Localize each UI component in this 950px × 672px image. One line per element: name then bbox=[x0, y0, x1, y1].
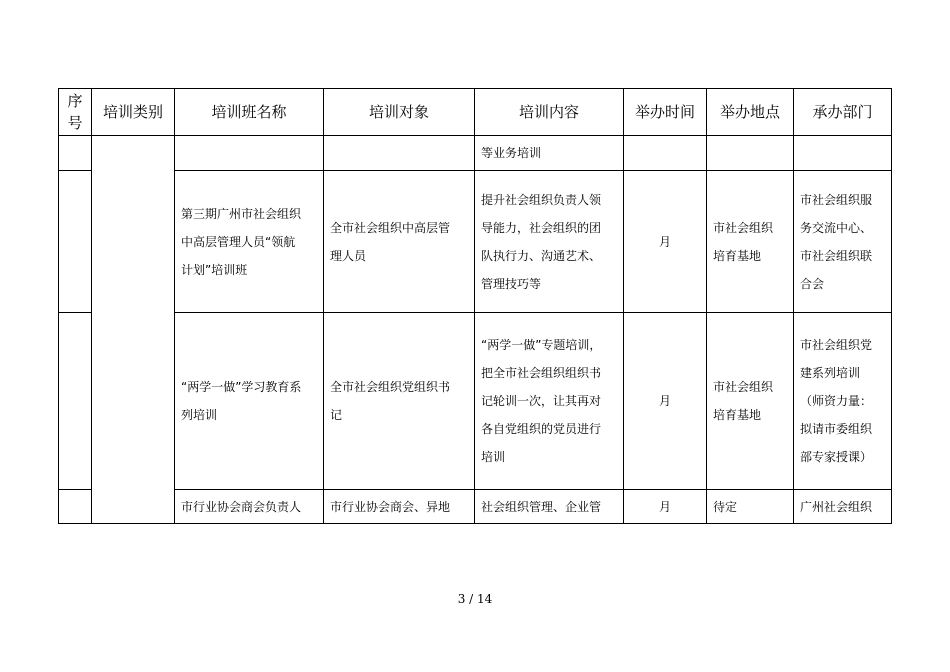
place-cell bbox=[707, 313, 794, 490]
place-cell: 待定 bbox=[707, 490, 794, 524]
name-cell: 市行业协会商会负责人 bbox=[175, 490, 324, 524]
name-line: 列培训 bbox=[181, 408, 218, 422]
org-line: （师资力量： bbox=[800, 394, 873, 408]
org-cell bbox=[794, 313, 892, 490]
target-line: 理人员 bbox=[330, 248, 367, 263]
content-line: 把全市社会组织组织书 bbox=[481, 366, 602, 380]
target-line: 全市社会组织中高层管 bbox=[330, 220, 451, 235]
table-row bbox=[59, 136, 892, 171]
header-seq-line2: 号 bbox=[67, 114, 83, 132]
org-cell bbox=[794, 171, 892, 313]
place-line: 市社会组织 bbox=[713, 380, 774, 394]
content-line: 导能力，社会组织的团 bbox=[481, 220, 602, 235]
target-cell: 市行业协会商会、异地 bbox=[324, 490, 475, 524]
org-line: 合会 bbox=[800, 276, 825, 291]
content-cell bbox=[475, 136, 624, 171]
target-line: 全市社会组织党组织书 bbox=[330, 380, 451, 394]
org-line: 市社会组织联 bbox=[800, 248, 873, 263]
training-table bbox=[58, 88, 892, 524]
target-line: 记 bbox=[330, 408, 343, 422]
header-time: 举办时间 bbox=[624, 89, 707, 136]
name-cell bbox=[175, 136, 324, 171]
place-line: 培育基地 bbox=[713, 408, 762, 422]
page-number: 3 / 14 bbox=[457, 592, 493, 606]
target-cell bbox=[324, 313, 475, 490]
content-line: 管理技巧等 bbox=[481, 276, 542, 291]
time-cell bbox=[624, 136, 707, 171]
content-line: 培训 bbox=[481, 450, 506, 464]
time-cell: 月 bbox=[624, 171, 707, 313]
content-line: 各自党组织的党员进行 bbox=[481, 422, 602, 436]
org-line: 拟请市委组织 bbox=[800, 422, 873, 436]
org-cell: 广州社会组织 bbox=[794, 490, 892, 524]
header-seq-line1: 序 bbox=[67, 92, 83, 110]
header-row bbox=[59, 89, 892, 136]
header-org: 承办部门 bbox=[794, 89, 892, 136]
header-category: 培训类别 bbox=[92, 89, 175, 136]
content-line: 等业务培训 bbox=[481, 146, 542, 160]
header-seq bbox=[59, 89, 92, 136]
target-cell bbox=[324, 171, 475, 313]
table-row bbox=[59, 490, 892, 524]
name-cell bbox=[175, 313, 324, 490]
org-line: 建系列培训 bbox=[800, 366, 861, 380]
place-line: 市社会组织 bbox=[713, 220, 774, 235]
name-cell bbox=[175, 171, 324, 313]
name-line: 计划”培训班 bbox=[181, 262, 248, 277]
content-line: 记轮训一次，让其再对 bbox=[481, 394, 602, 408]
name-line: 第三期广州市社会组织 bbox=[181, 206, 302, 221]
time-cell: 月 bbox=[624, 313, 707, 490]
seq-cell bbox=[59, 171, 92, 313]
org-cell bbox=[794, 136, 892, 171]
time-cell: 月 bbox=[624, 490, 707, 524]
place-cell bbox=[707, 171, 794, 313]
place-line: 培育基地 bbox=[713, 248, 762, 263]
table-row bbox=[59, 171, 892, 313]
content-cell: 社会组织管理、企业管 bbox=[475, 490, 624, 524]
seq-cell bbox=[59, 490, 92, 524]
content-cell bbox=[475, 313, 624, 490]
target-cell bbox=[324, 136, 475, 171]
seq-cell bbox=[59, 136, 92, 171]
category-cell bbox=[92, 136, 175, 524]
header-content: 培训内容 bbox=[475, 89, 624, 136]
seq-cell bbox=[59, 313, 92, 490]
name-line: “两学一做”学习教育系 bbox=[181, 380, 302, 394]
place-cell bbox=[707, 136, 794, 171]
org-line: 部专家授课） bbox=[800, 450, 873, 464]
content-line: 队执行力、沟通艺术、 bbox=[481, 248, 602, 263]
content-line: 提升社会组织负责人领 bbox=[481, 192, 602, 207]
header-target: 培训对象 bbox=[324, 89, 475, 136]
header-class-name: 培训班名称 bbox=[175, 89, 324, 136]
org-line: 务交流中心、 bbox=[800, 220, 873, 235]
header-place: 举办地点 bbox=[707, 89, 794, 136]
content-line: “两学一做”专题培训， bbox=[481, 338, 602, 352]
content-cell bbox=[475, 171, 624, 313]
name-line: 中高层管理人员“领航 bbox=[181, 234, 296, 249]
table-row bbox=[59, 313, 892, 490]
org-line: 市社会组织服 bbox=[800, 192, 873, 207]
org-line: 市社会组织党 bbox=[800, 338, 873, 352]
